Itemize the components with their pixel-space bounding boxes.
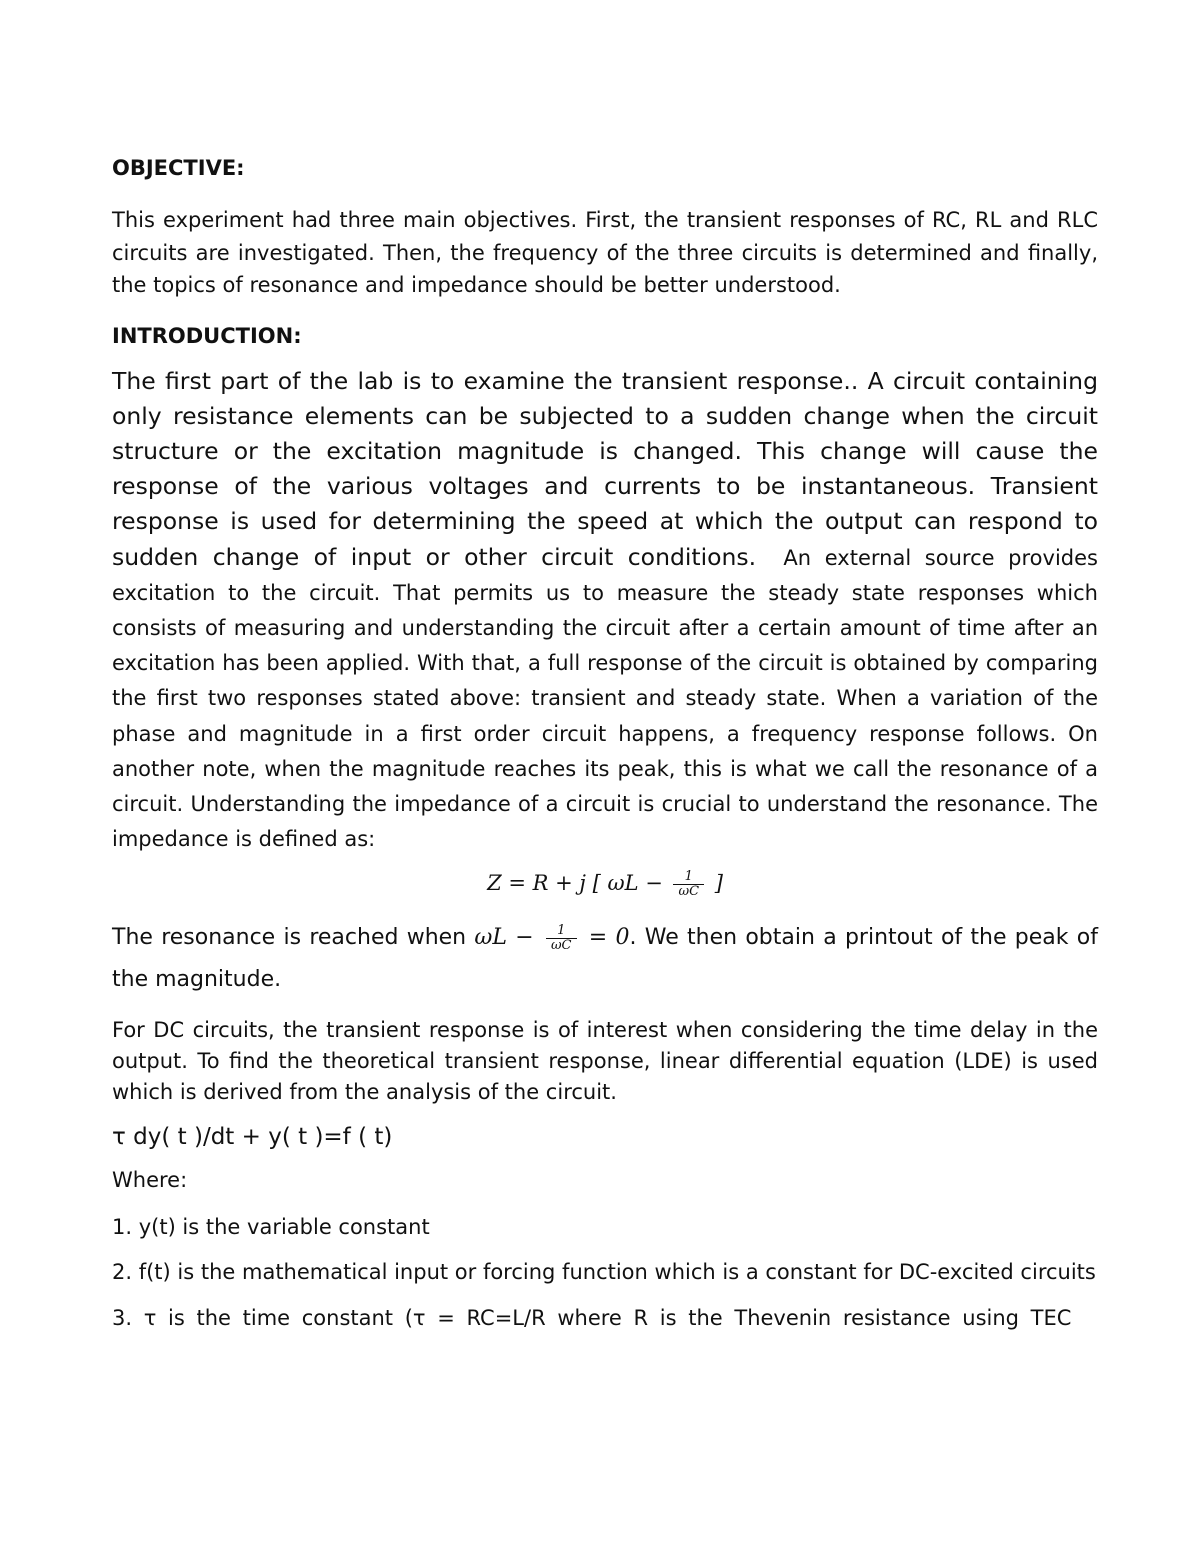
list-item-2: 2. f(t) is the mathematical input or forcing function which is a constant for DC-excited circuits <box>112 1260 1096 1285</box>
resonance-math-rhs: = 0 <box>580 925 630 951</box>
objective-paragraph: This experiment had three main objectives. First, the transient responses of RC, RL and RLC circuits are investigated. Then, the frequency of the three circuits is determined and finally, the topics of resonance and impedance should be better understood. <box>112 208 1098 297</box>
resonance-text-after: . We then obtain a printout of the peak of the magnitude. <box>112 925 1098 993</box>
resonance-paragraph <box>112 917 1098 1001</box>
introduction-paragraph-large: The first part of the lab is to examine the transient response.. A circuit containing only resistance elements can be subjected to a sudden change when the circuit structure or the excitation magnitude is changed. This change will cause the response of the various voltages and currents to be instantaneous. Transient response is used for determining the speed at which the output can respond to sudden change of input or other circuit conditions. <box>112 366 1098 571</box>
resonance-math-lhs: ωL − <box>474 925 542 951</box>
lde-equation: τ dy( t )/dt + y( t )=f ( t) <box>112 1124 393 1151</box>
list-item-3: 3. τ is the time constant (τ = RC=L/R where R is the Thevenin resistance using TEC <box>112 1306 1072 1331</box>
introduction-paragraph <box>112 364 1105 857</box>
objective-heading: OBJECTIVE: <box>112 156 245 180</box>
document-page <box>112 150 1105 1335</box>
introduction-paragraph-continued: An external source provides excitation to the circuit. That permits us to measure the steady state responses which consists of measuring and understanding the circuit after a certain amount of time after an excitation has been applied. With that, a full response of the circuit is obtained by comparing the first two responses stated above: transient and steady state. When a variation of the phase and magnitude in a first order circuit happens, a frequency response follows. On another note, when the magnitude reaches its peak, this is what we call the resonance of a circuit. Understanding the impedance of a circuit is crucial to understand the resonance. The impedance is defined as: <box>112 545 1105 852</box>
resonance-text-before: The resonance is reached when <box>112 925 475 951</box>
list-item-1: 1. y(t) is the variable constant <box>112 1214 430 1239</box>
introduction-heading: INTRODUCTION: <box>112 323 302 348</box>
resonance-numerator: 1 <box>546 924 577 939</box>
resonance-fraction <box>546 924 577 953</box>
impedance-eq-lhs: Z = R + j [ ωL − <box>487 871 670 896</box>
impedance-eq-fraction <box>673 870 704 899</box>
impedance-eq-rhs: ] <box>708 871 723 896</box>
impedance-eq-denominator: ωC <box>678 884 700 900</box>
resonance-denominator: ωC <box>550 937 572 953</box>
impedance-equation <box>112 870 1098 899</box>
impedance-eq-numerator: 1 <box>673 870 704 885</box>
dc-circuits-paragraph: For DC circuits, the transient response is of interest when considering the time delay in the output. To find the theoretical transient response, linear differential equation (LDE) is used which is derived from the analysis of the circuit. <box>112 1018 1098 1105</box>
where-label: Where: <box>112 1168 188 1193</box>
